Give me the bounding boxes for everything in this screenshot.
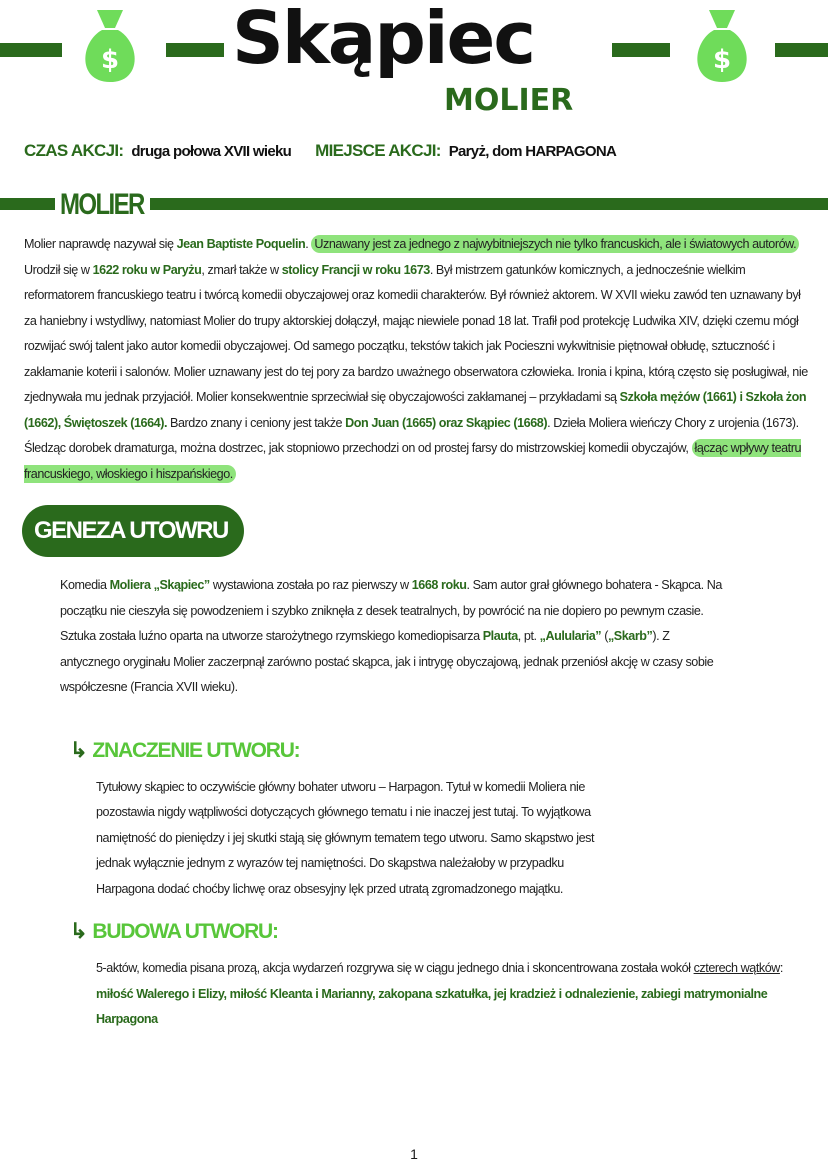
miejsce-akcji xyxy=(315,140,616,163)
text-run: 5-aktów, komedia pisana prozą, akcja wydarzeń rozgrywa się w ciągu jednego dnia i skoncentrowana została wokół xyxy=(96,961,694,975)
money-bag-icon xyxy=(75,6,145,84)
section-heading-molier xyxy=(0,188,828,222)
text-run: : xyxy=(779,961,783,975)
text-run: . xyxy=(305,237,312,251)
czas-akcji xyxy=(24,140,291,163)
molier-paragraph xyxy=(24,232,814,487)
emphasis-text: „Skarb” xyxy=(607,629,653,643)
dollar-sign: $ xyxy=(100,45,120,75)
highlighted-text: Uznawany jest za jednego z najwybitniejszych nie tylko francuskich, ale i światowych autorów. xyxy=(311,235,799,253)
document-title: Skąpiec xyxy=(232,0,535,80)
czas-akcji-value: druga połowa XVII wieku xyxy=(131,143,292,160)
text-run: Urodził się w xyxy=(24,262,93,277)
text-run: Komedia xyxy=(60,578,110,592)
page-number: 1 xyxy=(410,1146,418,1162)
text-run: , zmarł także w xyxy=(201,262,282,277)
text-run: ( xyxy=(601,629,608,643)
molier-heading: MOLIER xyxy=(60,188,144,221)
text-run: Tytułowy skąpiec to oczywiście główny bohater utworu – Harpagon. Tytuł w komedii Moliera nie pozostawia nigdy wątpliwości dotyczących głównego tematu i nie inaczej jest tutaj. To wyjątkowa namiętność do pieniędzy i jej skutki stają się głównym tematem tego utworu. Samo skąpstwo jest jednak wyłącznie jednym z wyrazów tej namiętności. Do skąpstwa należałoby w przypadku Harpagona dodać choćby lichwę oraz obsesyjny lęk przed utratą zgromadzonego majątku. xyxy=(96,779,595,896)
arrow-icon: ↳ xyxy=(70,738,87,762)
emphasis-text: stolicy Francji w roku 1673 xyxy=(281,262,430,277)
czas-akcji-label: CZAS AKCJI: xyxy=(24,141,124,160)
znaczenie-heading-text: ZNACZENIE UTWORU: xyxy=(92,738,300,762)
highlighted-text: łącząc wpływy teatru francuskiego, włoskiego i hiszpańskiego. xyxy=(24,441,802,481)
document-body xyxy=(0,232,828,1171)
text-run: Bardzo znany i ceniony jest także xyxy=(167,415,346,430)
document-subtitle: MOLIER xyxy=(444,83,574,118)
emphasis-text: „Aulularia” xyxy=(539,629,602,643)
znaczenie-paragraph xyxy=(96,775,616,903)
emphasis-text: 1668 roku xyxy=(411,578,467,592)
emphasis-text: miłość Walerego i Elizy, miłość Kleanta i Marianny, zakopana szkatułka, jej kradzież i odnalezienie, zabiegi matrymonialne Harpagona xyxy=(96,986,768,1026)
text-run: , pt. xyxy=(517,629,540,643)
header-bar-left xyxy=(0,43,62,57)
budowa-heading xyxy=(70,918,828,946)
header-bar-mid-left xyxy=(166,43,224,57)
text-run: wystawiona została po raz pierwszy w xyxy=(209,578,412,592)
miejsce-akcji-value: Paryż, dom HARPAGONA xyxy=(448,143,617,160)
meta-row xyxy=(24,140,616,163)
budowa-heading-text: BUDOWA UTWORU: xyxy=(92,920,278,943)
text-run: ). Z antycznego oryginału Molier zaczerpnął zarówno postać skąpca, jak i intrygę obyczajową, jednak przeniósł akcję w czasy sobie współczesne (Francia XVII wieku). xyxy=(60,629,714,694)
text-run: Molier naprawdę nazywał się xyxy=(24,237,177,251)
emphasis-text: 1622 roku w Paryżu xyxy=(92,262,202,277)
emphasis-text: Plauta xyxy=(482,629,518,643)
geneza-heading: GENEZA UTOWRU xyxy=(22,505,244,557)
text-run: . Dzieła Moliera wieńczy Chory z urojenia (1673). Śledząc dorobek dramaturga, można dostrzec, jak stopniowo przechodzi on od prostej farsy do mistrzowskiej komedii obyczajów, xyxy=(24,415,799,455)
znaczenie-heading xyxy=(70,737,828,765)
dollar-sign: $ xyxy=(712,45,732,75)
geneza-paragraph xyxy=(60,573,730,701)
emphasis-text: Moliera „Skąpiec” xyxy=(109,578,210,592)
money-bag-icon xyxy=(687,6,757,84)
header-bar-mid-right xyxy=(612,43,670,57)
header-bar-right xyxy=(775,43,828,57)
arrow-icon: ↳ xyxy=(70,920,87,943)
text-run: . Sam autor grał głównego bohatera - Skąpca. Na początku nie cieszyła się powodzeniem i szybko zniknęła z desek teatralnych, by powrócić na nie dopiero po pewnym czasie. Sztuka została luźno oparta na utworze starożytnego rzymskiego komediopisarza xyxy=(60,578,722,643)
underlined-text: czterech wątków xyxy=(693,961,780,975)
emphasis-text: Jean Baptiste Poquelin xyxy=(176,237,306,251)
emphasis-text: Don Juan (1665) oraz Skąpiec (1668) xyxy=(345,415,548,430)
budowa-paragraph xyxy=(96,956,816,1033)
miejsce-akcji-label: MIEJSCE AKCJI: xyxy=(315,141,441,160)
emphasis-text: Szkoła mężów (1661) i Szkoła żon (1662), Świętoszek (1664). xyxy=(24,390,807,430)
text-run: . Był mistrzem gatunków komicznych, a jednocześnie wielkim reformatorem francuskiego teatru i twórcą komedii obyczajowej oraz komedii charakterów. Był również aktorem. W XVII wieku zawód ten uznawany był za haniebny i wstydliwy, natomiast Molier do trupy aktorskiej dołączył, mając niewiele ponad 18 lat. Trafił pod protekcję Ludwika XIV, dzięki czemu mógł rozwijać swój talent jako autor komedii obyczajowej. Od samego początku, tekstów takich jak Pocieszni wykwitnisie piętnował obłudę, sztuczność i zakłamanie koterii i salonów. Molier uznawany jest do tej pory za bardzo uważnego obserwatora człowieka. Ironia i kpina, którą często się posługiwał, nie zjednywała mu jednak przyjaciół. Molier konsekwentnie sprzeciwiał się obyczajowości zakłamanej – przykładami są xyxy=(24,262,808,404)
